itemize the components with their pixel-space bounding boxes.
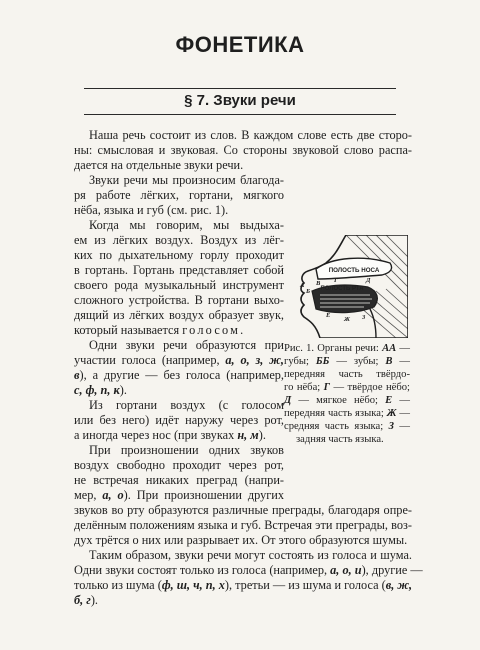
example-letters: в, ж, — [385, 578, 413, 592]
paragraph-line: или без него) идёт наружу через рот, — [74, 413, 284, 427]
example-letters: а, о, з, ж, — [225, 353, 284, 367]
paragraph-line: Одни звуки речи образуются при — [89, 338, 284, 352]
figure-caption-line: задняя часть языка. — [296, 434, 384, 445]
figure-caption-line: средняя часть языка; З — — [284, 421, 411, 432]
paragraph-line: дается на отдельные звуки речи. — [74, 158, 244, 172]
paragraph-line: в), а другие — без голоса (например, — [74, 368, 284, 382]
paragraph-line: б, г). — [74, 593, 98, 607]
paragraph-line: Наша речь состоит из слов. В каждом слове есть две сторо- — [89, 128, 412, 142]
label-G: Г — [334, 277, 338, 284]
paragraph-line: своего рода музыкальный инструмент — [74, 278, 284, 292]
figure-caption-line: го нёба; Г — твёрдое нёбо; — [284, 382, 410, 393]
paragraph-line: только из шума (ф, ш, ч, п, х), третьи — из шума и голоса (в, ж, — [74, 578, 413, 592]
figure-caption-line: губы; ББ — зубы; В — — [284, 356, 410, 367]
section-7-top-rule — [84, 88, 396, 89]
paragraph-line: мер, а, о). При произношении других — [74, 488, 284, 502]
section-7-bottom-rule — [84, 114, 396, 115]
nose-cavity-label: ПОЛОСТЬ НОСА — [328, 267, 380, 274]
paragraph-line: сложного устройства. В гортани выхо- — [74, 293, 284, 307]
paragraph-line: дух трётся о них или разрывает их. От этого образуются шумы. — [74, 533, 408, 547]
example-letters: б, г — [74, 593, 91, 607]
section-7-title: § 7. Звуки речи — [184, 92, 296, 109]
example-letters: ф, ш, ч, п, х — [161, 578, 225, 592]
figure-caption-line: Д — мягкое нёбо; Е — — [284, 395, 410, 406]
paragraph-line: Из гортани воздух (с голосом — [89, 398, 284, 412]
paragraph-line: делённым положениям языка и губ. Встречая эти преграды, воз- — [74, 518, 412, 532]
spaced-term: голосом — [182, 323, 241, 337]
paragraph-line: нёба, языка и губ (см. рис. 1). — [74, 203, 229, 217]
paragraph-line: а иногда через нос (при звуках н, м). — [74, 428, 266, 442]
example-letters: а, о — [102, 488, 124, 502]
example-letters: а, о, и — [330, 563, 362, 577]
figure-caption-line: передняя часть языка; Ж — — [284, 408, 410, 419]
paragraph-line: с, ф, п, к). — [74, 383, 127, 397]
example-letters: с, ф, п, к — [74, 383, 120, 397]
paragraph-line: ких по дыхательному горлу проходит — [74, 248, 284, 262]
paragraph-line: в гортань. Гортань представляет собой — [74, 263, 284, 277]
label-E: Е — [326, 312, 331, 319]
paragraph-line: ря работе лёгких, гортани, мягкого — [74, 188, 284, 202]
paragraph-line: который называется голосом. — [74, 323, 244, 337]
paragraph-line: ем из лёгких воздух. Воздух из лёг- — [74, 233, 284, 247]
label-V: В — [316, 280, 321, 287]
paragraph-line: Таким образом, звуки речи могут состоять из голоса и шума. — [89, 548, 412, 562]
example-letters: н, м — [237, 428, 259, 442]
figure-caption-line: передняя часть твёрдо- — [284, 369, 410, 380]
mouth-cavity-label: ПОЛОСТЬ РТА — [320, 286, 364, 292]
paragraph-line: звуков во рту образуются различные преграды, благодаря опре- — [74, 503, 412, 517]
paragraph-line: дящий из лёгких воздух образует звук, — [74, 308, 284, 322]
paragraph-line: Одни звуки состоят только из голоса (например, а, о, и), другие — — [74, 563, 423, 577]
speech-organs-figure — [286, 235, 408, 338]
label-D: Д — [366, 277, 371, 284]
paragraph-line: При произношении одних звуков — [89, 443, 284, 457]
paragraph-line: участии голоса (например, а, о, з, ж, — [74, 353, 284, 367]
label-B: Б — [306, 288, 311, 295]
label-A: А — [300, 282, 305, 289]
paragraph-line: воздух свободно проходит через рот, — [74, 458, 284, 472]
example-letters: в — [74, 368, 80, 382]
paragraph-line: не встречая никаких преград (напри- — [74, 473, 284, 487]
label-Zh: Ж — [344, 316, 350, 323]
paragraph-line: Когда мы говорим, мы выдыха- — [89, 218, 284, 232]
figure-caption-line: Рис. 1. Органы речи: АА — — [284, 343, 410, 354]
paragraph-line: ны: смысловая и звуковая. Со стороны звуковой слово распа- — [74, 143, 412, 157]
chapter-title: ФОНЕТИКА — [175, 32, 305, 57]
paragraph-line: Звуки речи мы произносим благода- — [89, 173, 284, 187]
label-Z: З — [362, 314, 366, 321]
